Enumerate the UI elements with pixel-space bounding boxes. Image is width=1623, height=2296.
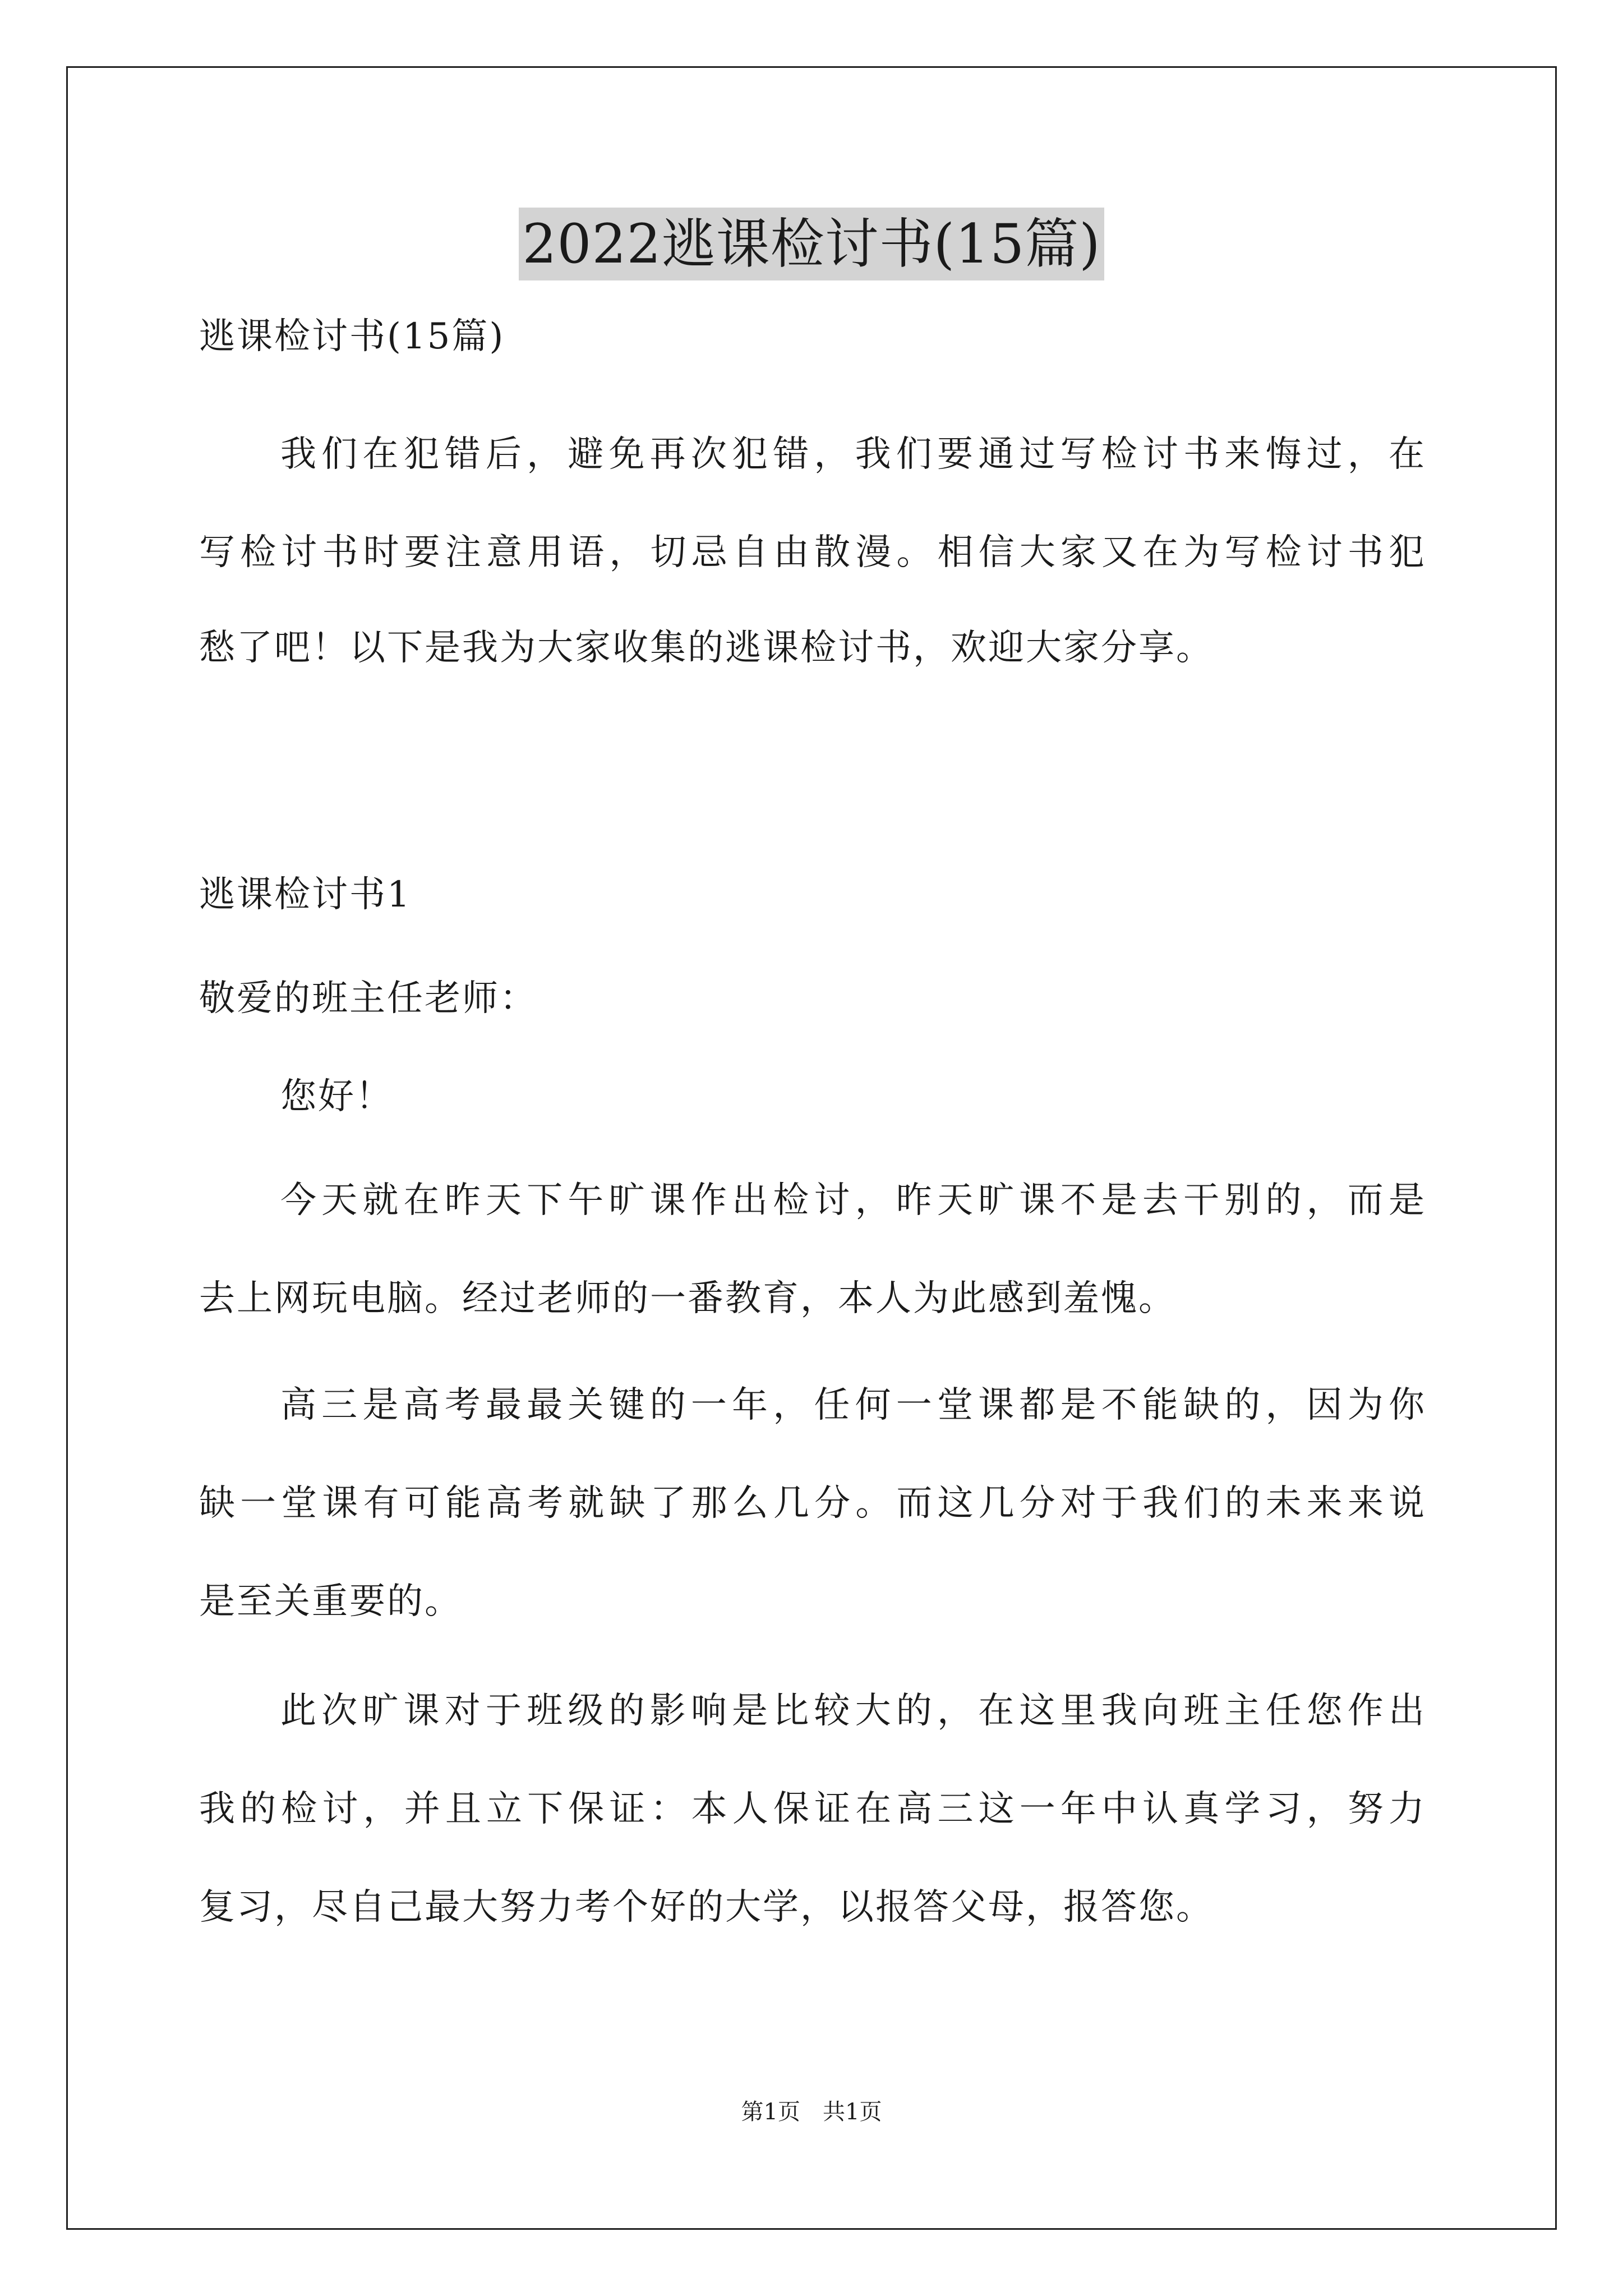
paragraph-line: 此次旷课对于班级的影响是比较大的，在这里我向班主任您作出 bbox=[280, 1690, 1424, 1732]
paragraph-line: 复习，尽自己最大努力考个好的大学，以报答父母，报答您。 bbox=[199, 1887, 1214, 1928]
paragraph-line: 我的检讨，并且立下保证：本人保证在高三这一年中认真学习，努力 bbox=[199, 1788, 1424, 1830]
intro-line: 我们在犯错后，避免再次犯错，我们要通过写检讨书来悔过，在 bbox=[280, 434, 1424, 475]
paragraph-line: 今天就在昨天下午旷课作出检讨，昨天旷课不是去干别的，而是 bbox=[280, 1180, 1424, 1221]
section-heading: 逃课检讨书1 bbox=[199, 874, 412, 915]
page-footer: 第1页 共1页 bbox=[741, 2099, 882, 2125]
paragraph-line: 高三是高考最最关键的一年，任何一堂课都是不能缺的，因为你 bbox=[280, 1384, 1424, 1426]
intro-line: 愁了吧！以下是我为大家收集的逃课检讨书，欢迎大家分享。 bbox=[199, 627, 1214, 669]
title-container bbox=[0, 208, 1623, 280]
intro-line: 写检讨书时要注意用语，切忌自由散漫。相信大家又在为写检讨书犯 bbox=[199, 532, 1424, 573]
subtitle: 逃课检讨书(15篇) bbox=[199, 316, 505, 357]
paragraph-line: 缺一堂课有可能高考就缺了那么几分。而这几分对于我们的未来来说 bbox=[199, 1483, 1424, 1524]
document-title: 2022逃课检讨书(15篇) bbox=[519, 208, 1104, 280]
paragraph-line: 是至关重要的。 bbox=[199, 1581, 462, 1622]
paragraph-line: 去上网玩电脑。经过老师的一番教育，本人为此感到羞愧。 bbox=[199, 1278, 1176, 1319]
greeting: 您好！ bbox=[280, 1076, 393, 1117]
salutation: 敬爱的班主任老师： bbox=[199, 978, 537, 1019]
